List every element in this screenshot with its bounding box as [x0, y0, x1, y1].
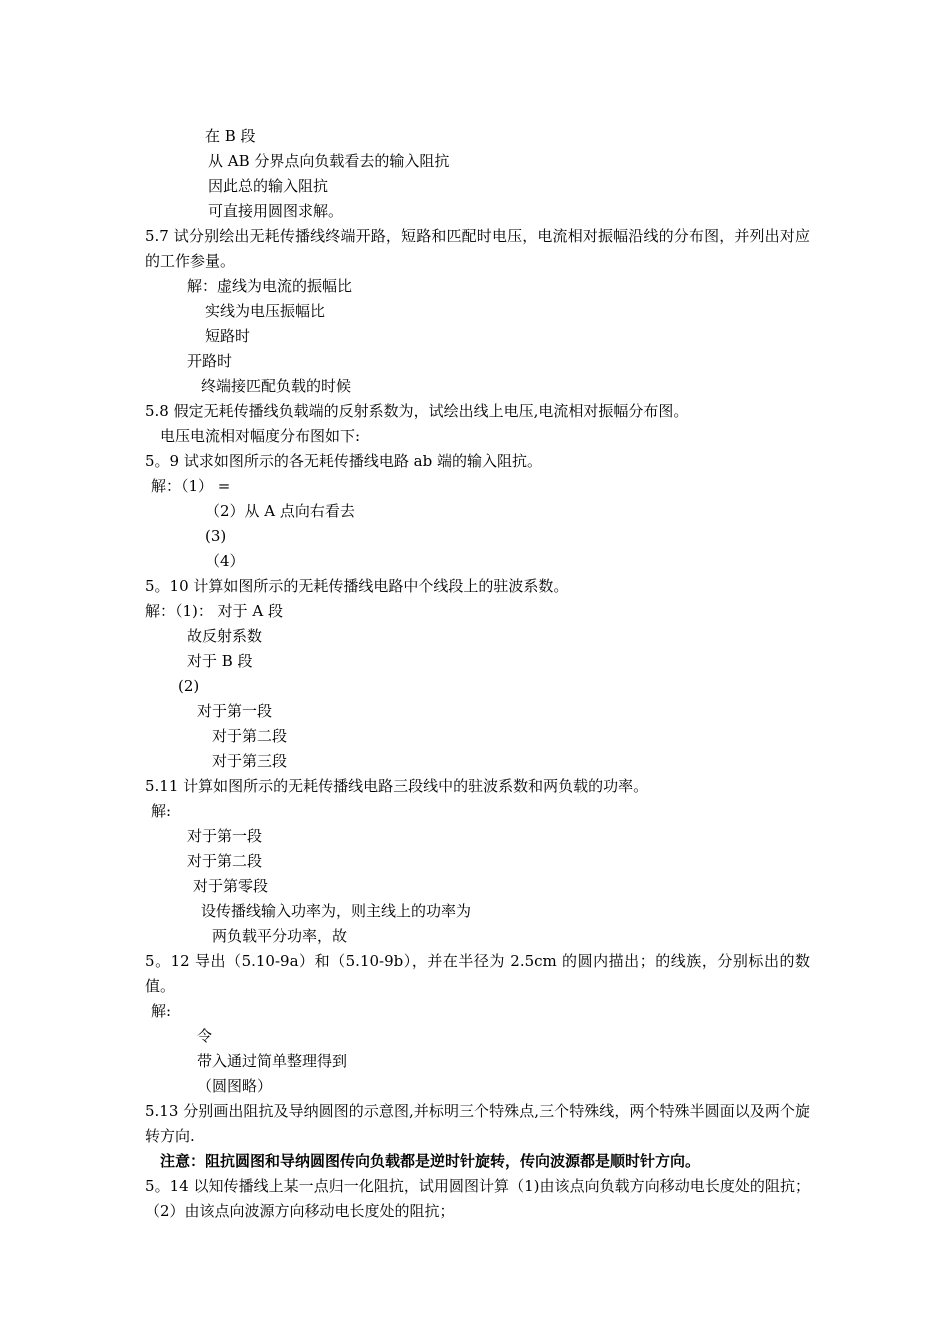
text-line: 因此总的输入阻抗 [208, 177, 329, 195]
text-line: (3) [205, 527, 227, 545]
text-line: （2）从 A 点向右看去 [205, 502, 355, 520]
text-line: 设传播线输入功率为，则主线上的功率为 [201, 902, 472, 920]
text-line: 对于第二段 [212, 727, 288, 745]
text-line: 解：虚线为电流的振幅比 [187, 277, 353, 295]
question-5-11: 5.11 计算如图所示的无耗传播线电路三段线中的驻波系数和两负载的功率。 [145, 777, 649, 795]
text-line: 对于 B 段 [187, 652, 253, 670]
text-line: 解: [151, 1002, 172, 1020]
text-line: 解：（1)： 对于 A 段 [145, 602, 284, 620]
question-5-12: 5。12 导出（5.10-9a）和（5.10-9b），并在半径为 2.5cm 的圆内描出；的线族，分别标出的数值。 [145, 952, 810, 995]
text-line: 对于第二段 [187, 852, 263, 870]
text-line: 带入通过简单整理得到 [197, 1052, 348, 1070]
text-line: 终端接匹配负载的时候 [201, 377, 352, 395]
text-line: 从 AB 分界点向负载看去的输入阻抗 [208, 152, 450, 170]
text-line: 故反射系数 [187, 627, 263, 645]
text-line: 对于第三段 [212, 752, 288, 770]
text-line: 可直接用圆图求解。 [208, 202, 344, 220]
question-5-10: 5。10 计算如图所示的无耗传播线电路中个线段上的驻波系数。 [145, 577, 569, 595]
text-line: 在 B 段 [205, 127, 256, 145]
question-5-13: 5.13 分别画出阻抗及导纳圆图的示意图,并标明三个特殊点,三个特殊线，两个特殊半圆面以及两个旋转方向. [145, 1102, 810, 1145]
text-line: 对于第零段 [193, 877, 269, 895]
question-5-14: 5。14 以知传播线上某一点归一化阻抗，试用圆图计算（1)由该点向负载方向移动电长度处的阻抗；（2）由该点向波源方向移动电长度处的阻抗； [145, 1177, 810, 1220]
question-5-7: 5.7 试分别绘出无耗传播线终端开路，短路和匹配时电压，电流相对振幅沿线的分布图，并列出对应的工作参量。 [145, 227, 810, 270]
text-line: 实线为电压振幅比 [205, 302, 326, 320]
question-5-8: 5.8 假定无耗传播线负载端的反射系数为，试绘出线上电压,电流相对振幅分布图。 [145, 402, 689, 420]
text-line: 开路时 [187, 352, 233, 370]
note-bold: 注意：阻抗圆图和导纳圆图传向负载都是逆时针旋转，传向波源都是顺时针方向。 [160, 1152, 701, 1170]
text-line: 令 [197, 1027, 213, 1045]
text-line: 电压电流相对幅度分布图如下: [160, 427, 361, 445]
text-line: （4） [205, 552, 245, 570]
question-5-9: 5。9 试求如图所示的各无耗传播线电路 ab 端的输入阻抗。 [145, 452, 542, 470]
text-line: 解: [151, 802, 172, 820]
text-line: (2) [178, 677, 200, 695]
text-line: 对于第一段 [187, 827, 263, 845]
text-line: 两负载平分功率，故 [212, 927, 348, 945]
text-line: （圆图略） [197, 1077, 273, 1095]
text-line: 对于第一段 [197, 702, 273, 720]
text-line: 解：（1） = [151, 477, 231, 495]
text-line: 短路时 [205, 327, 251, 345]
